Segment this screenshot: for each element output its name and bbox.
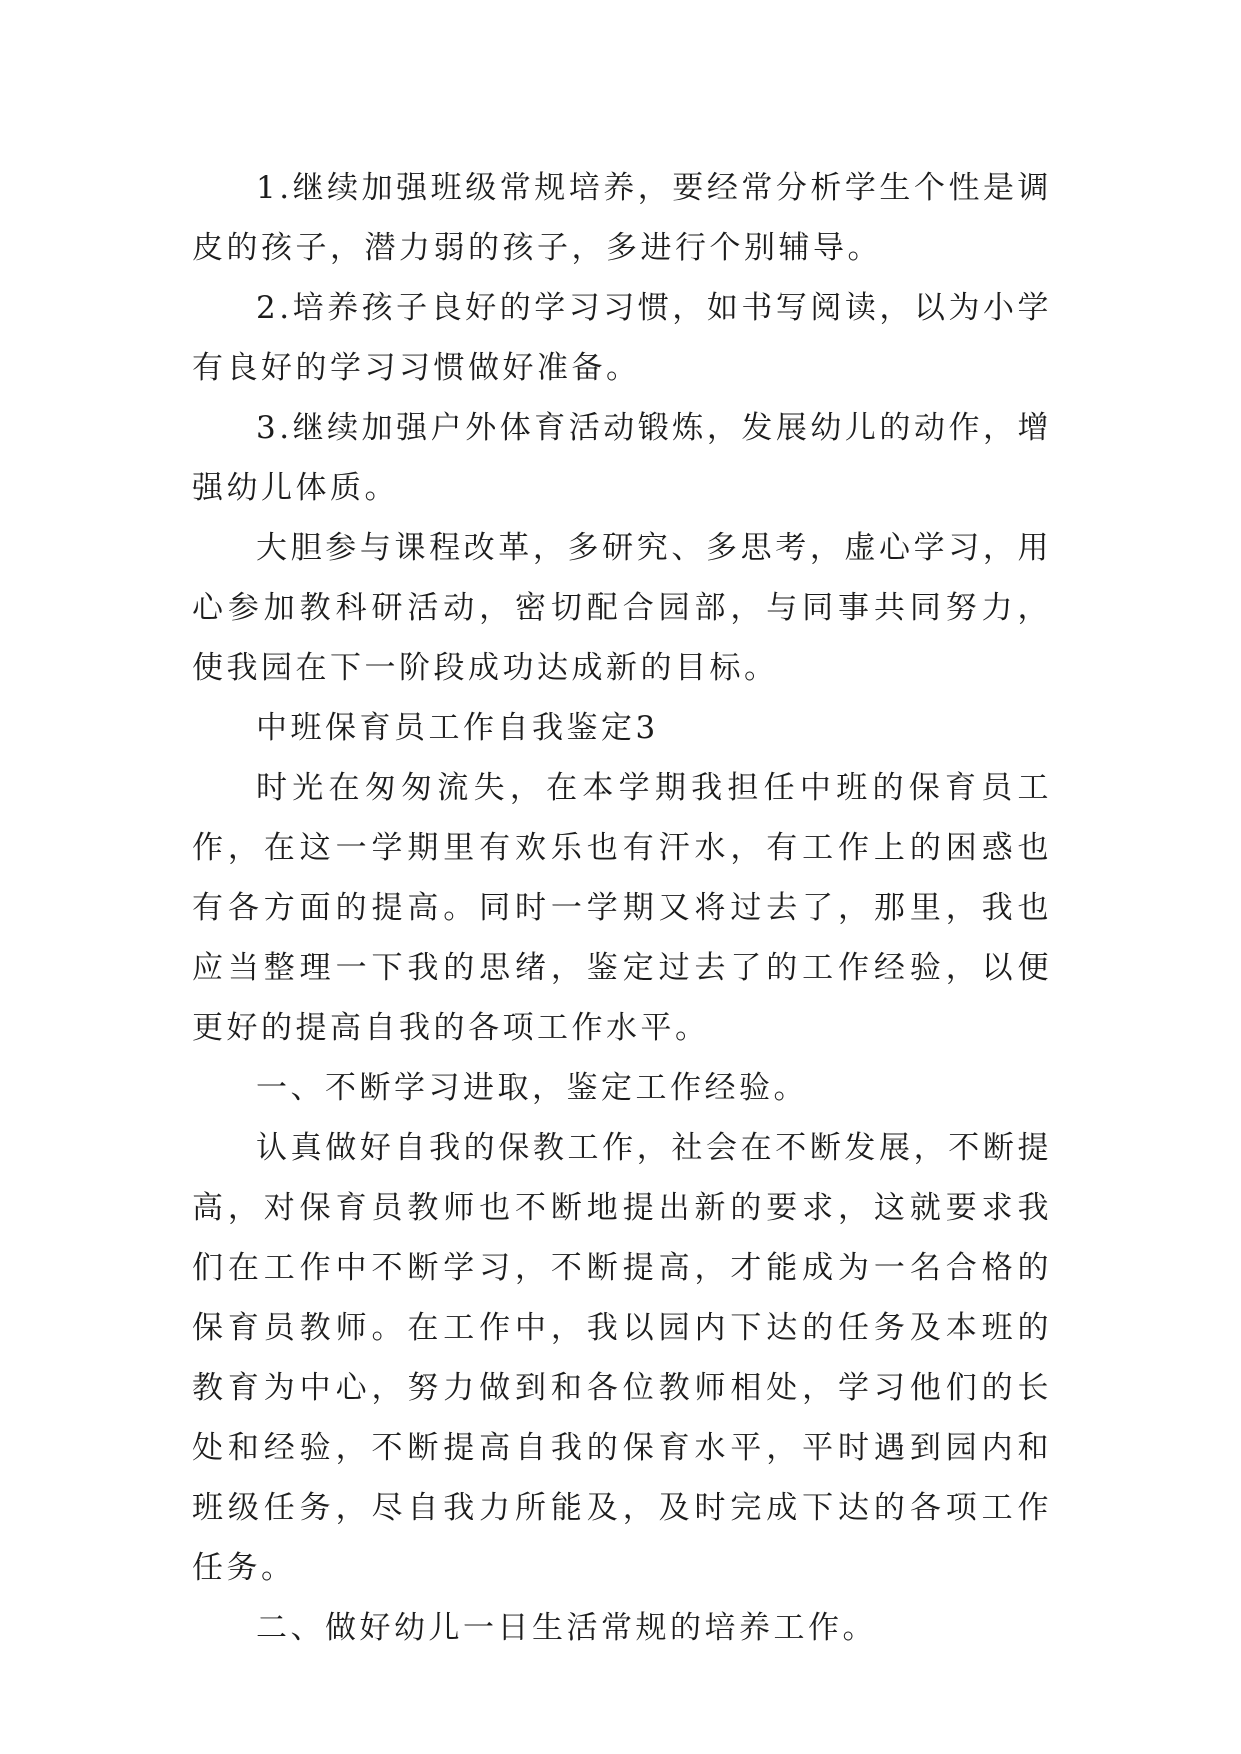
paragraph-2: 2.培养孩子良好的学习习惯，如书写阅读，以为小学有良好的学习习惯做好准备。 xyxy=(192,290,1052,386)
subheading-2: 二、做好幼儿一日生活常规的培养工作。 xyxy=(256,1610,877,1646)
section-heading: 中班保育员工作自我鉴定3 xyxy=(256,710,659,746)
document-body xyxy=(192,158,1052,1658)
paragraph-8: 认真做好自我的保教工作，社会在不断发展，不断提高，对保育员教师也不断地提出新的要求，这就要求我们在工作中不断学习，不断提高，才能成为一名合格的保育员教师。在工作中，我以园内下达的任务及本班的教育为中心，努力做到和各位教师相处，学习他们的长处和经验，不断提高自我的保育水平，平时遇到园内和班级任务，尽自我力所能及，及时完成下达的各项工作任务。 xyxy=(192,1130,1052,1586)
paragraph-3: 3.继续加强户外体育活动锻炼，发展幼儿的动作，增强幼儿体质。 xyxy=(192,410,1052,506)
paragraph-6: 时光在匆匆流失，在本学期我担任中班的保育员工作，在这一学期里有欢乐也有汗水，有工作上的困惑也有各方面的提高。同时一学期又将过去了，那里，我也应当整理一下我的思绪，鉴定过去了的工作经验，以便更好的提高自我的各项工作水平。 xyxy=(192,770,1052,1046)
paragraph-4: 大胆参与课程改革，多研究、多思考，虚心学习，用心参加教科研活动，密切配合园部，与同事共同努力，使我园在下一阶段成功达成新的目标。 xyxy=(192,530,1052,686)
paragraph-1: 1.继续加强班级常规培养，要经常分析学生个性是调皮的孩子，潜力弱的孩子，多进行个别辅导。 xyxy=(192,170,1052,266)
subheading-1: 一、不断学习进取，鉴定工作经验。 xyxy=(256,1070,808,1106)
